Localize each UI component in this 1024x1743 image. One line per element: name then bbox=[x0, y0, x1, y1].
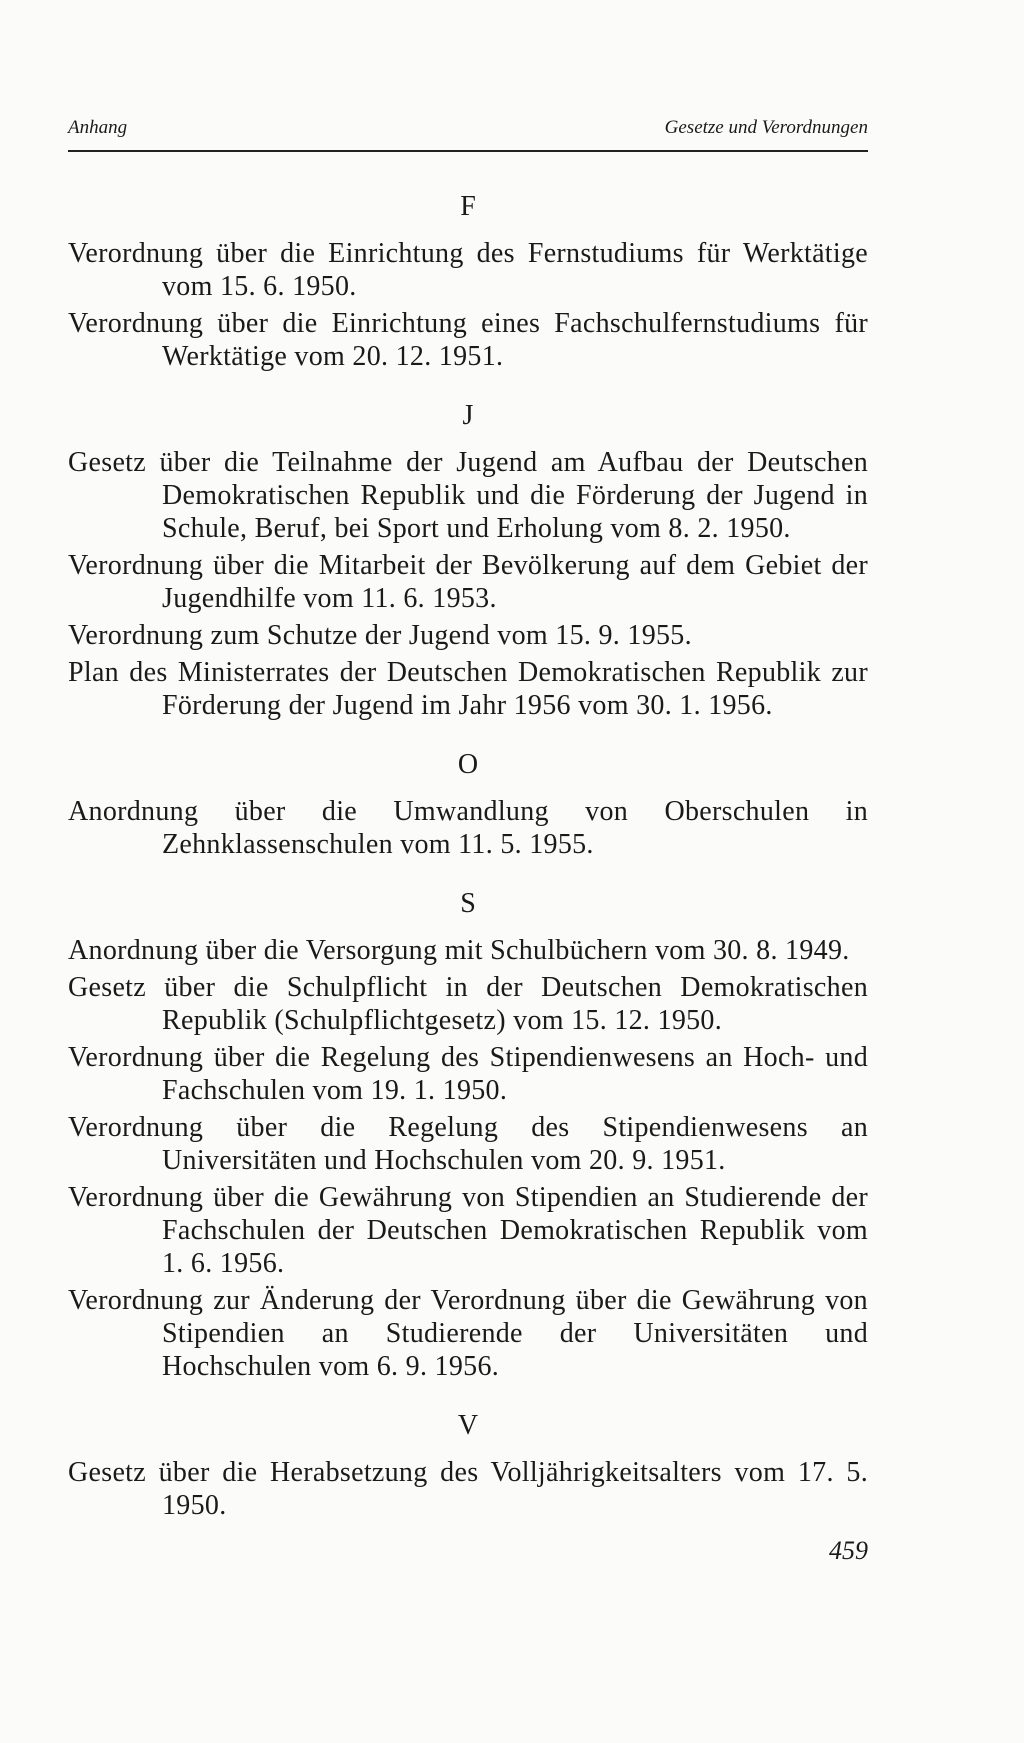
section-letter: S bbox=[460, 888, 476, 919]
index-entry: Plan des Ministerrates der Deutschen Demokratischen Republik zur Förderung der Jugend im Jahr 1956 vom 30. 1. 1956. bbox=[68, 657, 868, 721]
section-letter: V bbox=[457, 1410, 479, 1441]
law-index bbox=[68, 190, 868, 1522]
header-rule bbox=[68, 150, 868, 152]
index-entry: Anordnung über die Versorgung mit Schulbüchern vom 30. 8. 1949. bbox=[68, 935, 850, 966]
index-entry: Gesetz über die Schulpflicht in der Deutschen Demokratischen Republik (Schulpflichtgesetz) vom 15. 12. 1950. bbox=[68, 972, 868, 1036]
index-entry: Verordnung über die Einrichtung eines Fachschulfernstudiums für Werktätige vom 20. 12. 1951. bbox=[68, 308, 868, 372]
page-number: 459 bbox=[829, 1536, 868, 1565]
section-letter: O bbox=[457, 749, 479, 780]
section-letter: F bbox=[460, 191, 476, 222]
index-entry: Anordnung über die Umwandlung von Oberschulen in Zehnklassenschulen vom 11. 5. 1955. bbox=[68, 796, 868, 860]
index-section-f bbox=[68, 190, 868, 373]
header-section-title: Anhang bbox=[68, 117, 128, 138]
index-entry: Verordnung zum Schutze der Jugend vom 15. 9. 1955. bbox=[68, 620, 692, 651]
index-entry: Verordnung über die Regelung des Stipendienwesens an Universitäten und Hochschulen vom 20. 9. 1951. bbox=[68, 1112, 868, 1176]
section-letter: J bbox=[462, 400, 474, 431]
running-header bbox=[68, 117, 868, 147]
index-section-o bbox=[68, 748, 868, 861]
index-entry: Verordnung über die Gewährung von Stipendien an Studierende der Fachschulen der Deutschen Demokratischen Republik vom 1. 6. 1956. bbox=[68, 1182, 868, 1279]
index-section-s bbox=[68, 887, 868, 1383]
index-entry: Verordnung über die Einrichtung des Fernstudiums für Werktätige vom 15. 6. 1950. bbox=[68, 238, 868, 302]
index-entry: Gesetz über die Herabsetzung des Volljährigkeitsalters vom 17. 5. 1950. bbox=[68, 1457, 868, 1521]
index-entry: Verordnung über die Mitarbeit der Bevölkerung auf dem Gebiet der Jugendhilfe vom 11. 6. 1953. bbox=[68, 550, 868, 614]
index-section-v bbox=[68, 1409, 868, 1522]
index-section-j bbox=[68, 399, 868, 722]
index-entry: Verordnung über die Regelung des Stipendienwesens an Hoch- und Fachschulen vom 19. 1. 1950. bbox=[68, 1042, 868, 1106]
index-entry: Gesetz über die Teilnahme der Jugend am Aufbau der Deutschen Demokratischen Republik und die Förderung der Jugend in Schule, Beruf, bei Sport und Erholung vom 8. 2. 1950. bbox=[68, 447, 868, 544]
index-entry: Verordnung zur Änderung der Verordnung über die Gewährung von Stipendien an Studierende der Universitäten und Hochschulen vom 6. 9. 1956. bbox=[68, 1285, 868, 1382]
header-chapter-title: Gesetze und Verordnungen bbox=[664, 117, 868, 138]
